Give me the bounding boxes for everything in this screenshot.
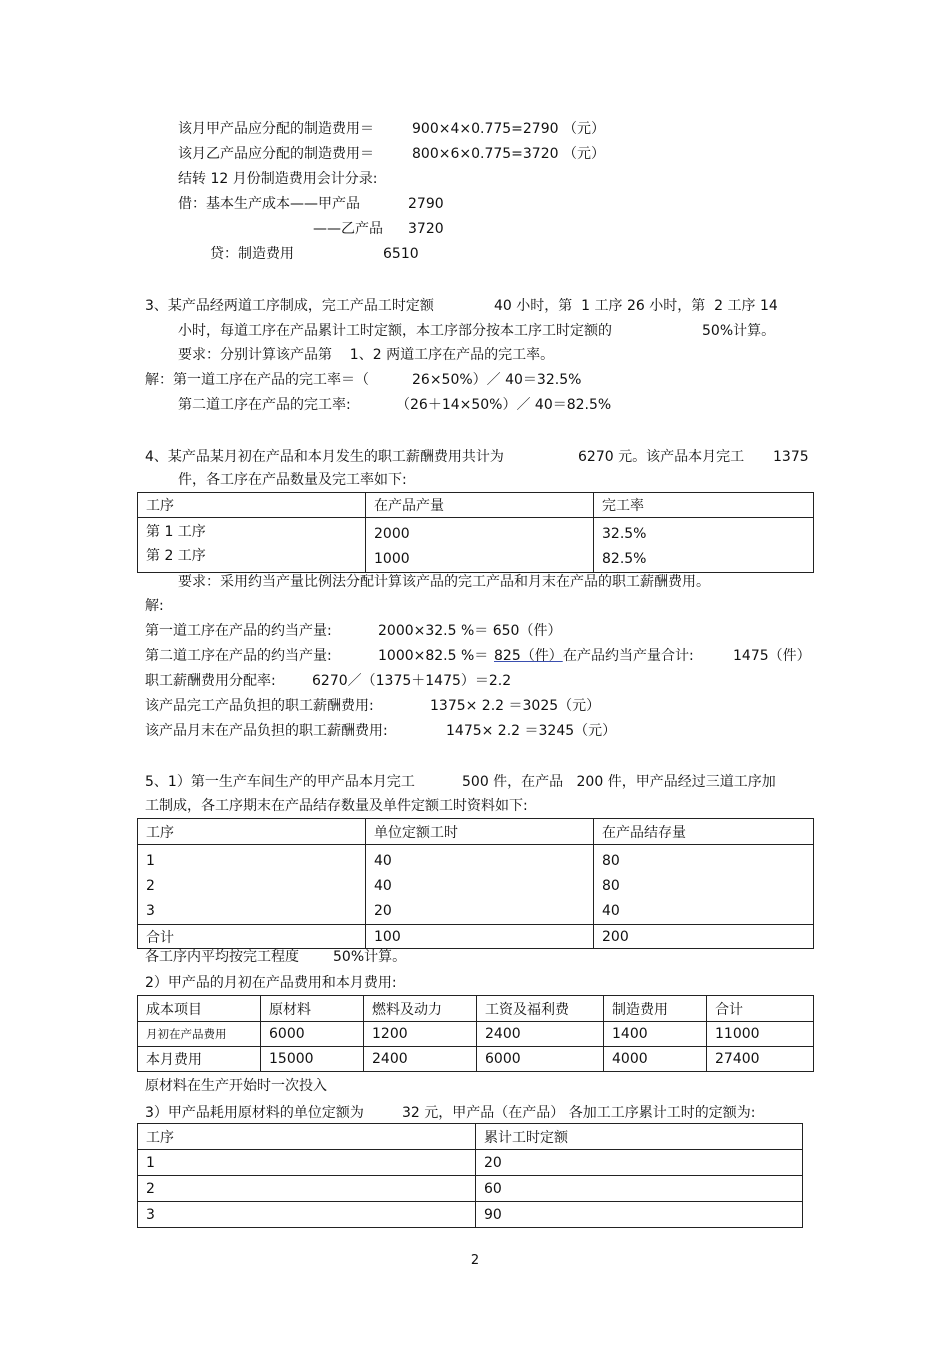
journal-debit-label: ——乙产品 bbox=[313, 221, 383, 237]
table-header: 工序 bbox=[138, 493, 366, 518]
table-total-cell: 200 bbox=[594, 925, 814, 949]
table-header: 完工率 bbox=[594, 493, 814, 518]
table-cell-line: 3 bbox=[146, 903, 155, 919]
table-cell: 60 bbox=[476, 1176, 803, 1202]
question-4-solution: 第一道工序在产品的约当产量: bbox=[145, 623, 332, 639]
q4-table bbox=[137, 492, 814, 573]
table-cell: 2400 bbox=[364, 1047, 477, 1072]
question-5-text: 32 元，甲产品（在产品） 各加工工序累计工时的定额为: bbox=[402, 1105, 756, 1121]
table-header: 在产品产量 bbox=[366, 493, 594, 518]
page-number: 2 bbox=[470, 1253, 480, 1268]
table-total-cell: 合计 bbox=[138, 925, 366, 949]
text-line: 800×6×0.775=3720 （元） bbox=[412, 146, 605, 162]
question-3-solution: 26×50%）／ 40＝32.5% bbox=[412, 372, 582, 388]
table-cell: 15000 bbox=[261, 1047, 364, 1072]
question-5-text: 工制成，各工序期末在产品结存数量及单件定额工时资料如下: bbox=[145, 798, 528, 814]
question-4-text: 1375 bbox=[773, 449, 809, 465]
table-cell: 90 bbox=[476, 1202, 803, 1228]
table-cell-line: 32.5% bbox=[602, 526, 647, 542]
question-3-text: 3、某产品经两道工序制成，完工产品工时定额 bbox=[145, 298, 434, 314]
question-4-solution: 2000×32.5 %＝ 650（件） bbox=[378, 623, 562, 639]
question-5-text: 2）甲产品的月初在产品费用和本月费用: bbox=[145, 975, 397, 991]
table-cell-line: 40 bbox=[374, 853, 392, 869]
journal-debit-label: 借：基本生产成本——甲产品 bbox=[178, 196, 360, 212]
table-cell bbox=[366, 845, 594, 925]
table-header: 制造费用 bbox=[604, 996, 707, 1022]
text-line: 该月甲产品应分配的制造费用＝ bbox=[178, 121, 374, 137]
question-5-text: 500 件，在产品 200 件，甲产品经过三道工序加 bbox=[462, 774, 776, 790]
question-4-solution: 825（件） bbox=[494, 648, 563, 664]
question-3-requirement: 要求：分别计算该产品第 1、2 两道工序在产品的完工率。 bbox=[178, 347, 555, 363]
journal-debit-amount: 2790 bbox=[408, 196, 444, 212]
journal-credit-label: 贷：制造费用 bbox=[210, 246, 294, 262]
table-cell-line: 2000 bbox=[374, 526, 410, 542]
table-cell bbox=[366, 518, 594, 573]
question-4-solution: 1475× 2.2 ＝3245（元） bbox=[446, 723, 617, 739]
question-4-solution: 该产品完工产品负担的职工薪酬费用: bbox=[145, 698, 374, 714]
table-header: 在产品结存量 bbox=[594, 819, 814, 845]
question-3-solution: （26＋14×50%）／ 40＝82.5% bbox=[396, 397, 612, 413]
table-cell-line: 1 bbox=[146, 853, 155, 869]
table-cell-line: 1000 bbox=[374, 551, 410, 567]
table-cell: 月初在产品费用 bbox=[138, 1022, 261, 1047]
text-line: 结转 12 月份制造费用会计分录: bbox=[178, 171, 378, 187]
question-4-text: 4、某产品某月初在产品和本月发生的职工薪酬费用共计为 bbox=[145, 449, 504, 465]
journal-credit-amount: 6510 bbox=[383, 246, 419, 262]
table-cell: 1 bbox=[138, 1150, 476, 1176]
table-cell: 6000 bbox=[261, 1022, 364, 1047]
question-3-solution: 第二道工序在产品的完工率: bbox=[178, 397, 351, 413]
question-3-solution: 解：第一道工序在产品的完工率＝（ bbox=[145, 372, 369, 388]
question-3-text: 50%计算。 bbox=[702, 323, 776, 339]
table-cell: 11000 bbox=[707, 1022, 814, 1047]
question-4-solution: 解: bbox=[145, 598, 164, 614]
question-5-note: 原材料在生产开始时一次投入 bbox=[145, 1078, 327, 1094]
table-cell-line: 第 1 工序 bbox=[146, 524, 206, 540]
question-3-text: 小时，每道工序在产品累计工时定额，本工序部分按本工序工时定额的 bbox=[178, 323, 612, 339]
question-4-requirement: 要求：采用约当产量比例法分配计算该产品的完工产品和月末在产品的职工薪酬费用。 bbox=[178, 574, 710, 590]
table-header: 原材料 bbox=[261, 996, 364, 1022]
table-cell: 4000 bbox=[604, 1047, 707, 1072]
table-header: 工序 bbox=[138, 819, 366, 845]
table-cell bbox=[594, 845, 814, 925]
text-line: 该月乙产品应分配的制造费用＝ bbox=[178, 146, 374, 162]
question-4-solution: 该产品月末在产品负担的职工薪酬费用: bbox=[145, 723, 388, 739]
text-line: 900×4×0.775=2790 （元） bbox=[412, 121, 605, 137]
question-4-text: 件，各工序在产品数量及完工率如下: bbox=[178, 472, 407, 488]
question-4-solution: 在产品约当产量合计: bbox=[563, 648, 694, 664]
table-cell-line: 40 bbox=[602, 903, 620, 919]
question-5-note: 50%计算。 bbox=[333, 949, 407, 965]
question-5-text: 5、1）第一生产车间生产的甲产品本月完工 bbox=[145, 774, 415, 790]
question-4-solution: 1000×82.5 %＝ bbox=[378, 648, 489, 664]
table-cell bbox=[138, 845, 366, 925]
table-cell-line: 80 bbox=[602, 878, 620, 894]
table-cell: 27400 bbox=[707, 1047, 814, 1072]
table-cell: 2400 bbox=[477, 1022, 604, 1047]
table-header: 工资及福利费 bbox=[477, 996, 604, 1022]
question-5-note: 各工序内平均按完工程度 bbox=[145, 949, 299, 965]
journal-debit-amount: 3720 bbox=[408, 221, 444, 237]
table-cell: 6000 bbox=[477, 1047, 604, 1072]
table-header: 燃料及动力 bbox=[364, 996, 477, 1022]
table-cell bbox=[594, 518, 814, 573]
table-header: 单位定额工时 bbox=[366, 819, 594, 845]
table-cell-line: 80 bbox=[602, 853, 620, 869]
table-cell: 3 bbox=[138, 1202, 476, 1228]
question-4-solution: 6270／（1375＋1475）＝2.2 bbox=[312, 673, 512, 689]
question-4-solution: 职工薪酬费用分配率: bbox=[145, 673, 276, 689]
question-4-text: 6270 元。该产品本月完工 bbox=[578, 449, 745, 465]
table-cell-line: 40 bbox=[374, 878, 392, 894]
question-4-solution: 1475（件） bbox=[733, 648, 811, 664]
question-3-text: 40 小时，第 1 工序 26 小时，第 2 工序 14 bbox=[494, 298, 778, 314]
table-cell: 20 bbox=[476, 1150, 803, 1176]
table-cell-line: 第 2 工序 bbox=[146, 548, 206, 564]
question-4-solution: 1375× 2.2 ＝3025（元） bbox=[430, 698, 601, 714]
table-header: 累计工时定额 bbox=[476, 1124, 803, 1150]
table-header: 成本项目 bbox=[138, 996, 261, 1022]
table-cell bbox=[138, 518, 366, 573]
table-header: 合计 bbox=[707, 996, 814, 1022]
question-5-text: 3）甲产品耗用原材料的单位定额为 bbox=[145, 1105, 364, 1121]
table-cell: 1400 bbox=[604, 1022, 707, 1047]
table-cell-line: 82.5% bbox=[602, 551, 647, 567]
table-cell: 本月费用 bbox=[138, 1047, 261, 1072]
q5-hours-table bbox=[137, 1123, 803, 1228]
table-cell-line: 20 bbox=[374, 903, 392, 919]
table-total-cell: 100 bbox=[366, 925, 594, 949]
table-cell: 2 bbox=[138, 1176, 476, 1202]
table-header: 工序 bbox=[138, 1124, 476, 1150]
question-4-solution: 第二道工序在产品的约当产量: bbox=[145, 648, 332, 664]
q5-process-table bbox=[137, 818, 814, 949]
table-cell-line: 2 bbox=[146, 878, 155, 894]
table-cell: 1200 bbox=[364, 1022, 477, 1047]
q5-cost-table bbox=[137, 995, 814, 1072]
